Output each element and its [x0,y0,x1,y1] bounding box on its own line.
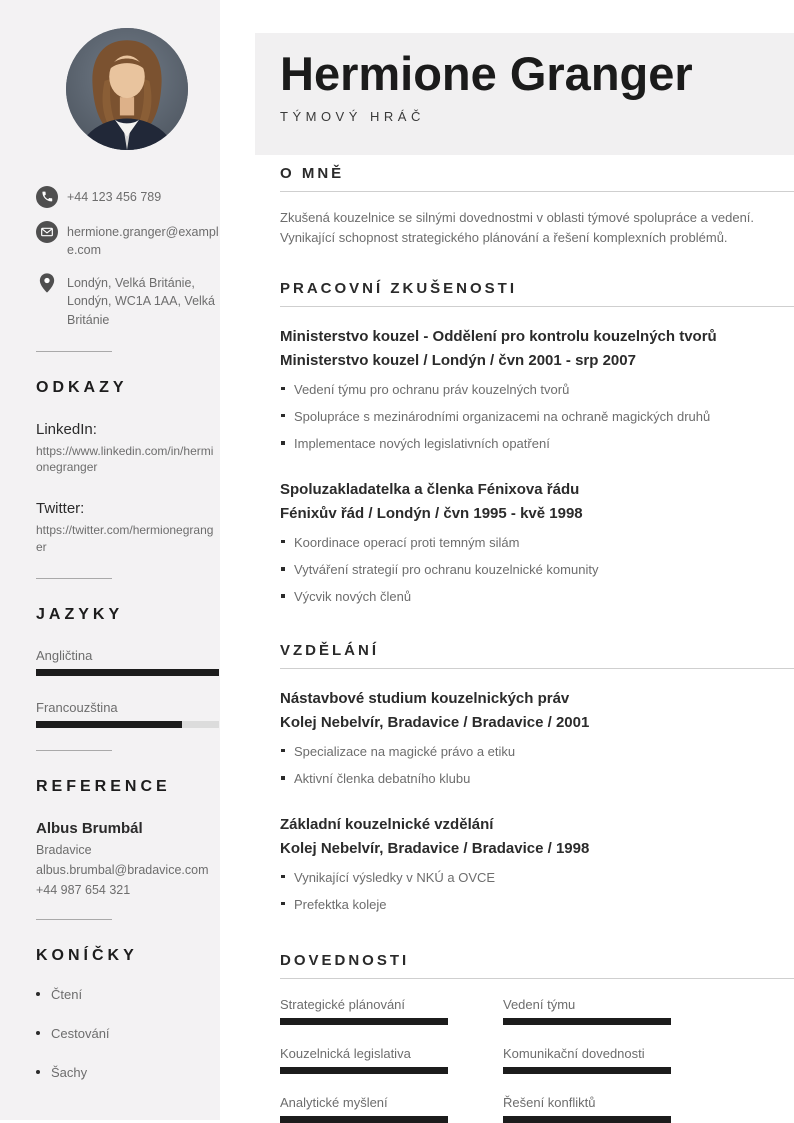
skill-item [503,1095,671,1123]
link-item-twitter [36,500,220,556]
reference-email[interactable]: albus.brumbal@bradavice.com [36,862,209,877]
skill-name: Vedení týmu [503,997,576,1013]
person-job-title: TÝMOVÝ HRÁČ [280,108,425,124]
education-bullet: Vynikající výsledky v NKÚ a OVCE [280,869,794,887]
linkedin-label: LinkedIn: [36,420,97,438]
reference-phone: +44 987 654 321 [36,882,131,897]
skills-grid [280,997,794,1123]
skill-name: Komunikační dovednosti [503,1046,645,1062]
email-value[interactable]: hermione.granger@example.com [67,225,219,258]
job-bullets [280,381,794,454]
job-meta: Fénixův řád / Londýn / čvn 1995 - kvě 1998 [280,505,583,523]
education-entry [280,814,794,914]
contact-phone-row [36,186,219,208]
reference-name: Albus Brumbál [36,819,143,837]
portrait-illustration [66,28,188,150]
job-bullet: Vedení týmu pro ochranu práv kouzelných tvorů [280,381,794,399]
about-heading: O MNĚ [280,165,345,182]
sidebar-divider [36,351,112,352]
job-bullet: Výcvik nových členů [280,588,794,606]
languages-heading: JAZYKY [36,605,124,623]
reference-block [36,820,220,897]
linkedin-url[interactable]: https://www.linkedin.com/in/hermionegranger [36,443,214,475]
skill-name: Řešení konfliktů [503,1095,596,1111]
language-level-bar [36,721,219,728]
job-entry [280,479,794,606]
language-item [36,648,219,676]
job-bullets [280,534,794,607]
language-name: Francouzština [36,699,118,715]
skill-name: Strategické plánování [280,997,406,1013]
phone-icon [36,186,58,208]
address-value: Londýn, Velká Británie, Londýn, WC1A 1AA, Velká Británie [67,276,216,327]
skill-level-bar [503,1018,671,1025]
education-title: Základní kouzelnické vzdělání [280,816,494,834]
about-section [255,165,794,248]
education-heading: VZDĚLÁNÍ [280,642,379,660]
experience-heading: PRACOVNÍ ZKUŠENOSTI [280,280,518,298]
section-rule [280,191,794,192]
sidebar-divider [36,750,112,751]
skill-name: Analytické myšlení [280,1095,388,1111]
section-rule [280,978,794,979]
language-level-bar [36,669,219,676]
skill-level-bar [280,1067,448,1074]
education-entry [280,688,794,788]
hobby-item: Šachy [36,1065,220,1080]
twitter-url[interactable]: https://twitter.com/hermionegranger [36,523,214,555]
skill-name: Kouzelnická legislativa [280,1046,411,1062]
skill-item [280,1046,448,1074]
contact-email-row [36,221,219,259]
job-bullet: Vytváření strategií pro ochranu kouzelnické komunity [280,561,794,579]
language-item [36,700,219,728]
links-heading: ODKAZY [36,378,128,396]
about-text: Zkušená kouzelnice se silnými dovednostmi v oblasti týmové spolupráce a vedení. Vynikající schopnost strategického plánování a řešení komplexních problémů. [280,210,755,246]
section-rule [280,306,794,307]
section-rule [280,668,794,669]
hobby-item: Cestování [36,1026,220,1041]
education-title: Nástavbové studium kouzelnických práv [280,690,570,708]
job-bullet: Koordinace operací proti temným silám [280,534,794,552]
reference-organization: Bradavice [36,842,92,857]
skill-level-fill [280,1067,448,1074]
skill-item [280,997,448,1025]
profile-photo [66,28,188,150]
contact-address-row [36,272,219,328]
skills-section [255,952,794,1123]
education-bullet: Aktivní členka debatního klubu [280,770,794,788]
education-meta: Kolej Nebelvír, Bradavice / Bradavice / 2001 [280,714,590,732]
skill-level-fill [503,1067,671,1074]
language-name: Angličtina [36,647,93,663]
job-entry [280,326,794,453]
education-bullets [280,869,794,914]
job-bullet: Spolupráce s mezinárodními organizacemi na ochraně magických druhů [280,408,794,426]
skill-item [503,997,671,1025]
skill-level-bar [280,1018,448,1025]
skill-item [280,1095,448,1123]
skill-level-fill [280,1018,448,1025]
skill-level-bar [503,1067,671,1074]
contact-block [36,186,219,329]
skill-item [503,1046,671,1074]
language-level-fill [36,721,182,728]
skill-level-fill [503,1018,671,1025]
location-pin-icon [36,272,58,294]
sidebar-divider [36,919,112,920]
education-meta: Kolej Nebelvír, Bradavice / Bradavice / 1998 [280,840,590,858]
education-section [255,642,794,914]
job-title: Spoluzakladatelka a členka Fénixova řádu [280,481,580,499]
references-heading: REFERENCE [36,777,171,795]
experience-section [255,280,794,606]
job-meta: Ministerstvo kouzel / Londýn / čvn 2001 - srp 2007 [280,352,636,370]
education-bullets [280,743,794,788]
twitter-label: Twitter: [36,500,85,518]
education-bullet: Prefektka koleje [280,896,794,914]
sidebar [0,0,220,1120]
skills-heading: DOVEDNOSTI [280,952,410,970]
main-column [255,0,794,1120]
hobby-item: Čtení [36,987,220,1002]
job-bullet: Implementace nových legislativních opatření [280,435,794,453]
hobbies-list [36,987,220,1080]
job-title: Ministerstvo kouzel - Oddělení pro kontrolu kouzelných tvorů [280,328,717,346]
phone-value: +44 123 456 789 [67,190,162,204]
link-item-linkedin [36,421,220,477]
language-level-fill [36,669,219,676]
sidebar-divider [36,578,112,579]
person-name: Hermione Granger [280,47,693,100]
hobbies-heading: KONÍČKY [36,946,138,964]
mail-icon [36,221,58,243]
education-bullet: Specializace na magické právo a etiku [280,743,794,761]
header-band [255,33,794,155]
